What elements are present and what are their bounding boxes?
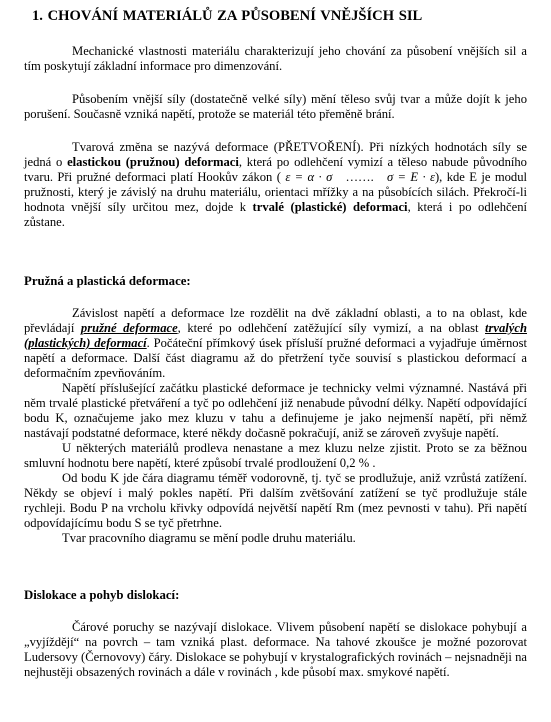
section2-paragraph-1: Čárové poruchy se nazývají dislokace. Vlivem působení napětí se dislokace pohybují a „vyjíždějí“ na povrch – tam vzniká plast. deformace. Na tahové zkoušce je možné pozorovat Ludersovy (Černovovy) čáry. Dislokace se pohybují v krystalografických rovinách – nejsnadněji na nejhustěji obsazených rovinách a dále v rovinách , kde působí max. smykové napětí. xyxy=(24,620,527,679)
section1-paragraph-2: Napětí příslušející začátku plastické deformace je technicky velmi významné. Nastává při něm trvalé plastické přetváření a tyč po odlehčení již nenabude původní délky. Napětí odpovídající bodu K, označujeme jako mez kluzu v tahu a definujeme je jako nejmenší napětí, při němž nastávají podstatné deformace, které někdy dočasně pokračují, aniž se zároveň zvyšuje napětí. xyxy=(24,381,527,440)
section-heading-elastic-plastic: Pružná a plastická deformace: xyxy=(24,274,191,288)
section1-paragraph-1 xyxy=(24,306,527,381)
permanent-deformations-term: trvalých (plastických) deformací xyxy=(24,321,527,350)
intro-p3-text-c: , která po odlehčení vymizí a těleso nabude původního tvaru. Při pružné deformaci platí Hookův zákon ( xyxy=(24,155,527,184)
elastic-deformations-term: pružné deformace xyxy=(80,321,178,335)
intro-p3-text-f: , která i po odlehčení zůstane. xyxy=(24,200,527,229)
section1-p1-text-a: Závislost napětí a deformace lze rozdělit na dvě základní oblasti, a to na oblast, kde převládají xyxy=(24,306,527,335)
section1-paragraph-3: U některých materiálů prodleva nenastane a mez kluzu nelze zjistit. Proto se za běžnou smluvní hodnotu bere napětí, které způsobí trvalé prodloužení 0,2 % . xyxy=(24,441,527,470)
elastic-deformation-term: elastickou (pružnou) deformaci xyxy=(67,155,239,169)
hooke-formula-1: ε = α · σ xyxy=(285,170,333,184)
plastic-deformation-term: trvalé (plastické) deformaci xyxy=(252,200,408,214)
intro-paragraph-3 xyxy=(24,140,527,230)
formula-dots: ……. xyxy=(332,170,387,184)
section-heading-dislocations: Dislokace a pohyb dislokací: xyxy=(24,588,180,602)
section1-paragraph-5: Tvar pracovního diagramu se mění podle druhu materiálu. xyxy=(62,531,356,545)
hooke-formula-2: σ = E · ε xyxy=(386,170,435,184)
page-title: 1. CHOVÁNÍ MATERIÁLŮ ZA PŮSOBENÍ VNĚJŠÍCH SIL xyxy=(32,8,423,24)
section1-paragraph-4: Od bodu K jde čára diagramu téměř vodorovně, tj. tyč se prodlužuje, aniž vzrůstá zatížení. Někdy se objeví i malý pokles napětí. Při dalším zvětšování zatížení se tyč prodlužuje stále rychleji. Bodu P na vrcholu křivky odpovídá největší napětí Rm (mez pevnosti v tahu). Při napětí odpovídajícímu bodu S se tyč přetrhne. xyxy=(24,471,527,530)
section1-p1-text-e: . Počáteční přímkový úsek přísluší pružné deformaci a vyjadřuje úměrnost napětí a deformace. Další část diagramu až do přetržení tyče souvisí s plastickou deformací a deformačním zpevňováním. xyxy=(24,336,527,380)
intro-p3-text-d: ), kde E je modul pružnosti, který je závislý na druhu materiálu, orientaci mřížky a na působících silách. Překročí-li hodnota vnější síly určitou mez, dojde k xyxy=(24,170,528,214)
section1-p1-text-c: , které po odlehčení zatěžující síly vymizí, a na oblast xyxy=(177,321,485,335)
intro-paragraph-2: Působením vnější síly (dostatečně velké síly) mění těleso svůj tvar a může dojít k jeho porušení. Současně vzniká napětí, protože se materiál této přeměně brání. xyxy=(24,92,527,121)
intro-paragraph-1: Mechanické vlastnosti materiálu charakterizují jeho chování za působení vnějších sil a tím poskytují základní informace pro dimenzování. xyxy=(24,44,527,73)
intro-p3-text-a: Tvarová změna se nazývá deformace (PŘETVOŘENÍ). Při nízkých hodnotách síly se jedná o xyxy=(24,140,527,169)
